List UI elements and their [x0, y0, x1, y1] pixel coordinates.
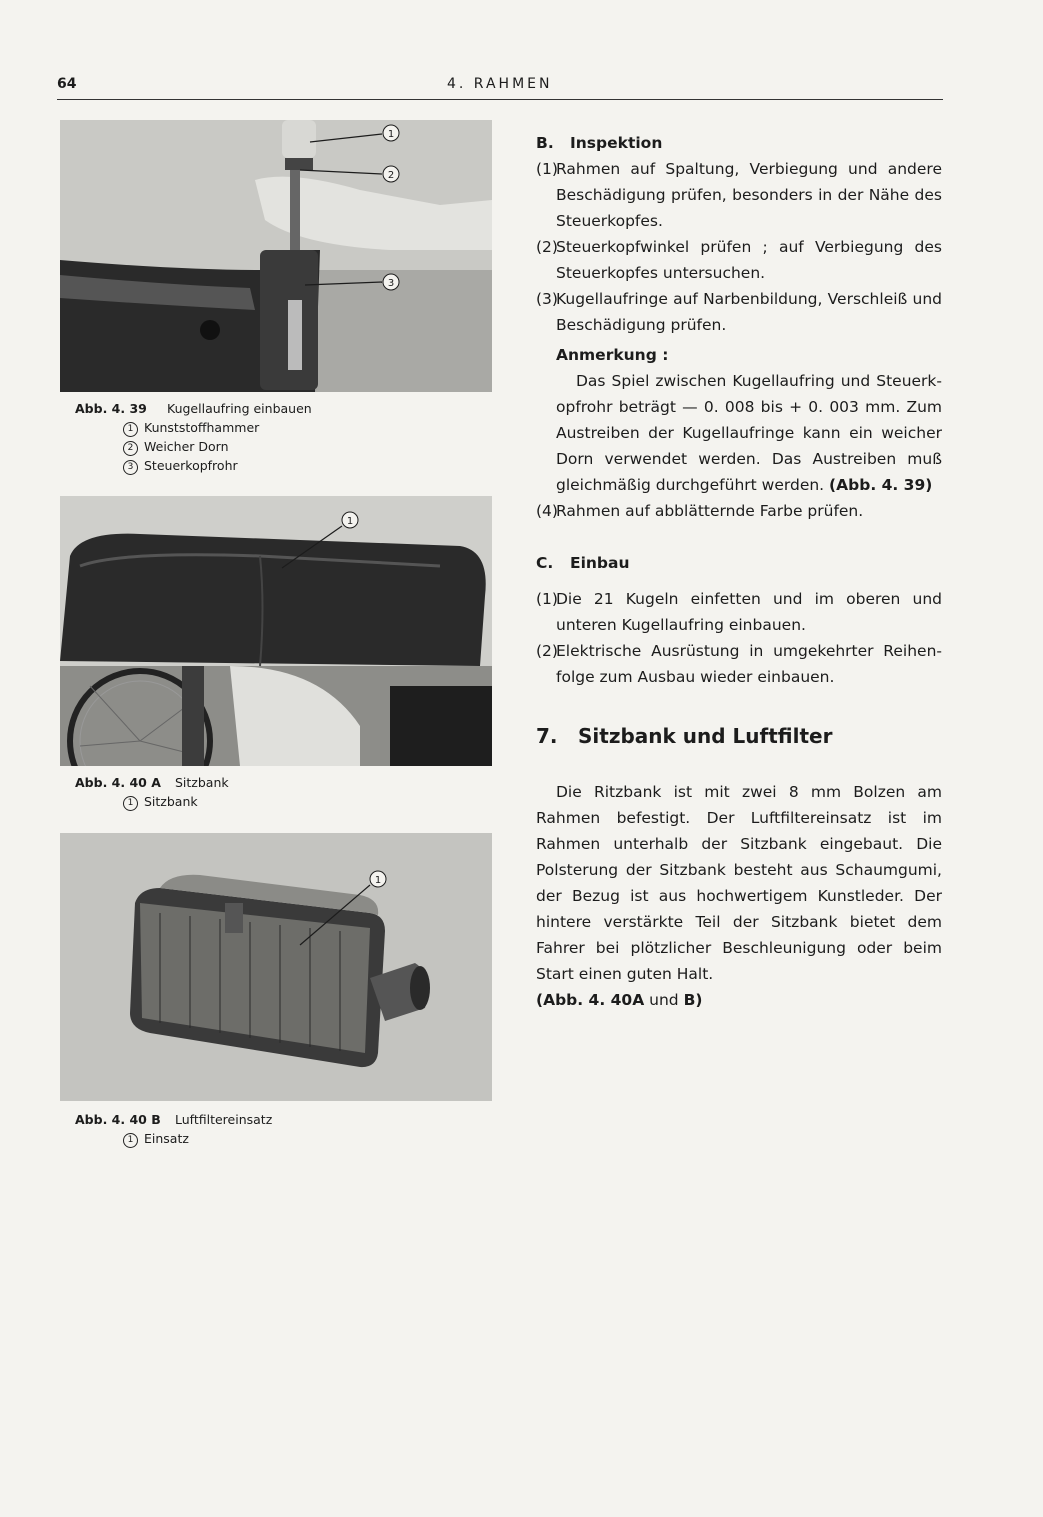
circled-number-icon: 1 [123, 422, 138, 437]
caption-title: Luftfiltereinsatz [175, 1112, 273, 1127]
caption-item: 3 Steuerkopfrohr [75, 456, 355, 475]
caption-label: Abb. 4. 39 [75, 401, 147, 416]
section-b-heading: B. Inspektion [536, 134, 663, 152]
note-title: Anmerkung : [556, 346, 669, 364]
figure-4-40a-caption [75, 773, 355, 811]
figure-4-40a-photo [60, 496, 492, 766]
circled-number-icon: 1 [123, 1133, 138, 1148]
fig1-callout-1: 1 [387, 129, 395, 140]
list-item: (1) Rahmen auf Spaltung, Verbiegung und andere Beschädigung prüfen, besonders in der Nähe des Steuerkopfes. [536, 160, 942, 230]
page-number: 64 [57, 76, 77, 92]
figure-4-39-photo [60, 120, 492, 392]
list-item: (2) Elektrische Ausrüstung in umgekehrter Reihenfolge zum Ausbau wieder einbauen. [536, 642, 942, 686]
caption-label: Abb. 4. 40 B [75, 1112, 161, 1127]
caption-title: Sitzbank [175, 775, 229, 790]
section-c-heading: C. Einbau [536, 554, 630, 572]
section-7-paragraph: Die Ritzbank ist mit zwei 8 mm Bolzen am Rahmen befestigt. Der Luftfiltereinsatz ist im Rahmen unterhalb der Sitzbank eingebaut. Die Polsterung der Sitzbank besteht aus Schaumgumi, der Bezug ist aus hochwertigem Kunstleder. Der hintere verstärkte Teil der Sitzbank bietet dem Fahrer bei plötzlicher Beschleunigung oder beim Start einen guten Halt. (Abb. 4. 40A und B) [536, 783, 942, 1009]
note-text: Das Spiel zwischen Kugellaufring und Steuerkopfrohr beträgt — 0. 008 bis + 0. 003 mm. Zum Austreiben der Kugellaufringe kann ein weicher Dorn verwendet werden. Das Austreiben muß gleichmäßig durchgeführt werden. (Abb. 4. 39) [556, 372, 942, 494]
caption-item: 1 Sitzbank [75, 792, 355, 811]
circled-number-icon: 3 [123, 460, 138, 475]
caption-title: Kugellaufring einbauen [167, 401, 312, 416]
caption-label: Abb. 4. 40 A [75, 775, 161, 790]
figure-4-40b-photo [60, 833, 492, 1101]
caption-item: 1 Einsatz [75, 1129, 355, 1148]
caption-item: 1 Kunststoffhammer [75, 418, 355, 437]
list-item: (1) Die 21 Kugeln einfetten und im oberen und unteren Kugellaufring einbauen. [536, 590, 942, 634]
circled-number-icon: 2 [123, 441, 138, 456]
list-item: (2) Steuerkopfwinkel prüfen ; auf Verbiegung des Steuerkopfes untersuchen. [536, 238, 942, 282]
section-c [536, 550, 942, 690]
figure-4-40b-caption [75, 1110, 355, 1148]
caption-item: 2 Weicher Dorn [75, 437, 355, 456]
fig2-callout-1: 1 [346, 516, 354, 527]
section-b [536, 130, 942, 524]
list-item: (4) Rahmen auf abblätternde Farbe prüfen. [536, 502, 864, 520]
section-7-heading: 7. Sitzbank und Luftfilter [536, 724, 833, 748]
header-rule [57, 99, 943, 100]
fig1-callout-3: 3 [387, 278, 395, 289]
circled-number-icon: 1 [123, 796, 138, 811]
fig1-callout-2: 2 [387, 170, 395, 181]
section-7 [536, 723, 942, 1013]
figure-4-39-caption [75, 399, 355, 475]
fig3-callout-1: 1 [374, 875, 382, 886]
chapter-title: 4. RAHMEN [447, 76, 553, 92]
list-item: (3) Kugellaufringe auf Narbenbildung, Verschleiß und Beschädigung prüfen. [536, 290, 942, 334]
